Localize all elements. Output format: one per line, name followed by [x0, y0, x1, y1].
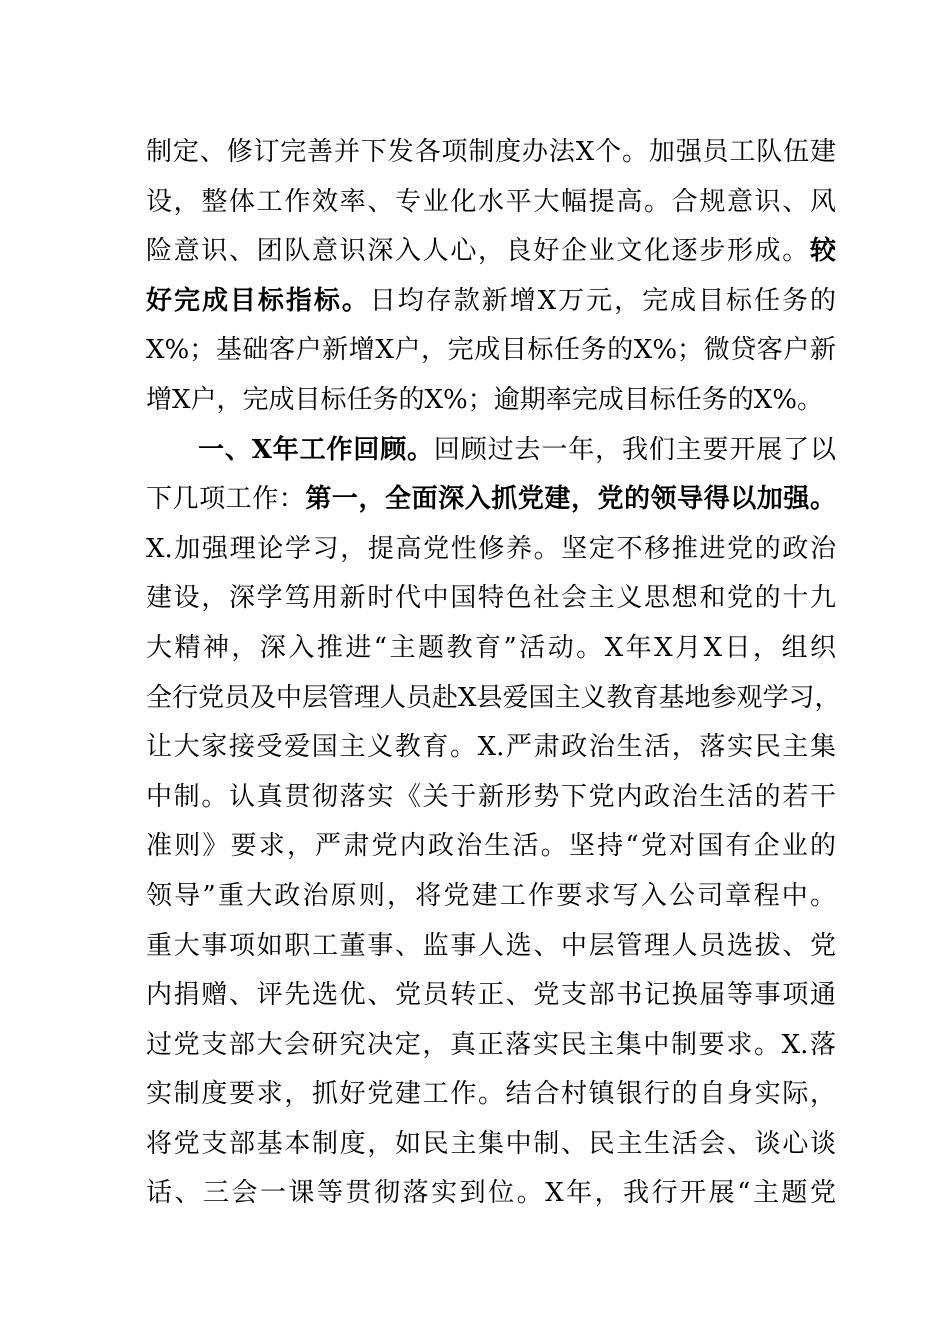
text-segment: 话、三会一课等贯彻落实到位。X年，我行开展“主题党 — [146, 1178, 836, 1209]
text-line — [146, 822, 836, 872]
text-line — [146, 1070, 836, 1120]
text-segment: 重大事项如职工董事、监事人选、中层管理人员选拔、党 — [146, 930, 836, 961]
text-line — [146, 1120, 836, 1170]
text-line — [146, 128, 836, 178]
text-line — [146, 773, 836, 823]
text-line — [146, 1169, 836, 1219]
text-segment: 领导”重大政治原则，将党建工作要求写入公司章程中。 — [146, 880, 836, 911]
text-segment: 险意识、团队意识深入人心，良好企业文化逐步形成。 — [146, 236, 810, 267]
text-segment: 增X户，完成目标任务的X%；逾期率完成目标任务的X%。 — [146, 384, 823, 415]
text-line — [146, 376, 836, 426]
text-line — [146, 922, 836, 972]
text-segment: 建设，深学笃用新时代中国特色社会主义思想和党的十九 — [146, 583, 836, 614]
text-segment: 准则》要求，严肃党内政治生活。坚持“党对国有企业的 — [146, 831, 836, 862]
text-segment: 实制度要求，抓好党建工作。结合村镇银行的自身实际， — [146, 1079, 836, 1110]
text-line — [146, 475, 836, 525]
bold-text-segment: 第一，全面深入抓党建，党的领导得以加强。 — [305, 484, 836, 515]
text-segment: X.加强理论学习，提高党性修养。坚定不移推进党的政治 — [146, 533, 836, 564]
text-line — [146, 227, 836, 277]
text-line — [146, 872, 836, 922]
text-line — [146, 178, 836, 228]
text-segment: 大精神，深入推进“主题教育”活动。X年X月X日，组织 — [146, 632, 836, 663]
text-line — [146, 326, 836, 376]
text-segment: 回顾过去一年，我们主要开展了以 — [433, 434, 836, 465]
text-line — [146, 426, 836, 476]
text-segment: 全行党员及中层管理人员赴X县爱国主义教育基地参观学习， — [146, 682, 841, 713]
text-segment: 将党支部基本制度，如民主集中制、民主生活会、谈心谈 — [146, 1128, 836, 1159]
bold-text-segment: 较 — [809, 236, 836, 267]
text-line — [146, 574, 836, 624]
text-line — [146, 624, 836, 674]
bold-text-segment: 好完成目标指标。 — [146, 285, 370, 316]
body-text — [146, 128, 841, 1219]
text-line — [146, 1021, 836, 1071]
text-line — [146, 723, 836, 773]
text-line — [146, 971, 836, 1021]
text-line — [146, 674, 841, 724]
bold-text-segment: 一、X年工作回顾。 — [198, 434, 434, 465]
text-segment: X%；基础客户新增X户，完成目标任务的X%；微贷客户新 — [146, 335, 836, 366]
text-segment: 内捐赠、评先选优、党员转正、党支部书记换届等事项通 — [146, 980, 836, 1011]
text-segment: 过党支部大会研究决定，真正落实民主集中制要求。X.落 — [146, 1029, 836, 1060]
text-line — [146, 277, 836, 327]
text-segment: 中制。认真贯彻落实《关于新形势下党内政治生活的若干 — [146, 781, 836, 812]
text-line — [146, 525, 836, 575]
text-segment: 让大家接受爱国主义教育。X.严肃政治生活，落实民主集 — [146, 732, 836, 763]
text-segment: 下几项工作： — [146, 484, 306, 515]
text-segment: 制定、修订完善并下发各项制度办法X个。加强员工队伍建 — [146, 137, 836, 167]
text-segment: 设，整体工作效率、专业化水平大幅提高。合规意识、风 — [146, 186, 836, 217]
text-segment: 日均存款新增X万元，完成目标任务的 — [369, 285, 836, 316]
